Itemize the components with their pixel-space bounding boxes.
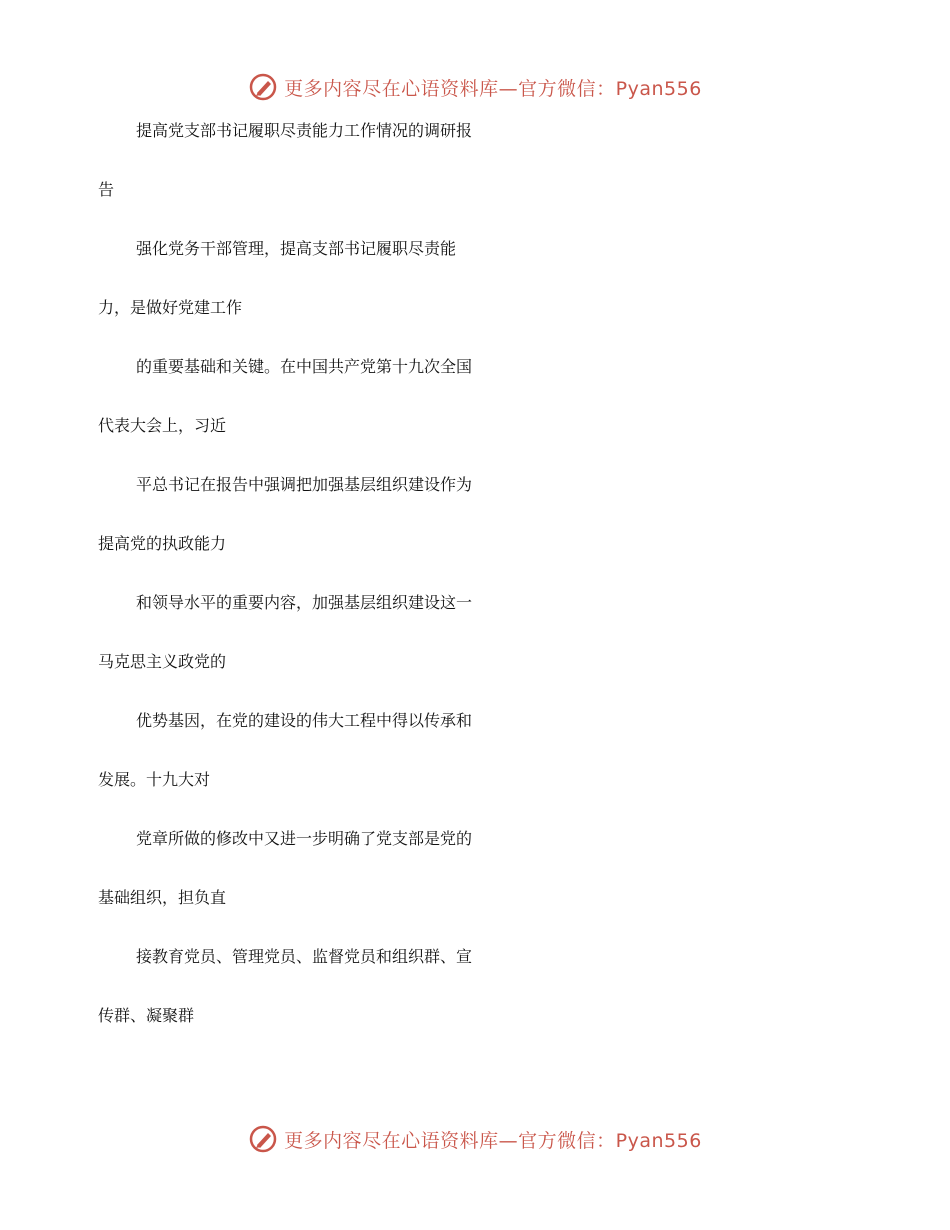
footer-watermark (0, 1124, 950, 1154)
watermark-text: 更多内容尽在心语资料库—官方微信：Pyan556 (284, 77, 702, 100)
header-watermark (0, 72, 950, 102)
pen-seal-icon (248, 1124, 278, 1154)
text-line: 传群、凝聚群 (98, 1006, 195, 1025)
pen-seal-icon (248, 72, 278, 102)
text-line: 的重要基础和关键。在中国共产党第十九次全国 (136, 357, 473, 376)
text-line: 代表大会上，习近 (98, 416, 227, 435)
text-line: 力，是做好党建工作 (98, 298, 243, 317)
text-line: 基础组织，担负直 (98, 888, 227, 907)
text-line: 马克思主义政党的 (98, 652, 227, 671)
text-line: 优势基因，在党的建设的伟大工程中得以传承和 (136, 711, 473, 730)
text-line: 发展。十九大对 (98, 770, 211, 789)
text-line: 强化党务干部管理，提高支部书记履职尽责能 (136, 239, 457, 258)
text-line: 平总书记在报告中强调把加强基层组织建设作为 (136, 475, 473, 494)
document-body (98, 118, 858, 1062)
text-line: 提高党支部书记履职尽责能力工作情况的调研报 (136, 121, 473, 140)
text-line: 告 (98, 180, 115, 199)
watermark-text: 更多内容尽在心语资料库—官方微信：Pyan556 (284, 1129, 702, 1152)
text-line: 和领导水平的重要内容，加强基层组织建设这一 (136, 593, 473, 612)
text-line: 接教育党员、管理党员、监督党员和组织群、宣 (136, 947, 473, 966)
text-line: 党章所做的修改中又进一步明确了党支部是党的 (136, 829, 473, 848)
text-line: 提高党的执政能力 (98, 534, 227, 553)
